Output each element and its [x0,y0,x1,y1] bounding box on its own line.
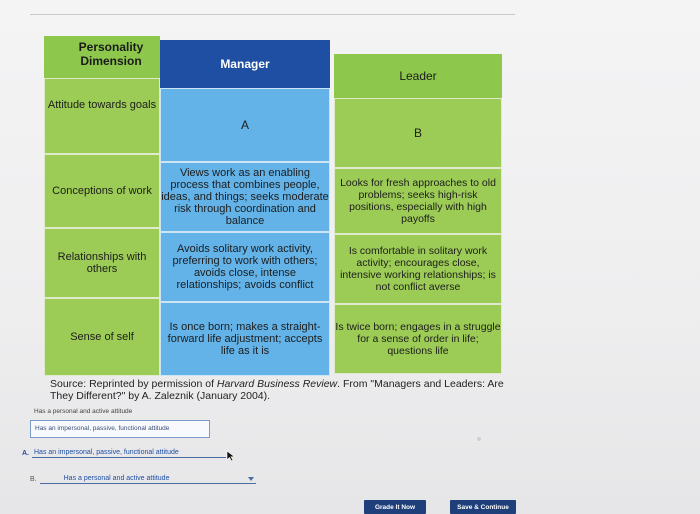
mouse-pointer-icon [226,450,236,462]
header-leader: Leader [334,54,502,98]
header-dimension: Personality Dimension [44,36,160,78]
answer-a-select[interactable] [32,448,226,458]
grade-it-now-button[interactable]: Grade It Now [364,500,426,514]
answer-b-letter: B. [30,475,37,483]
save-and-continue-button[interactable]: Save & Continue [450,500,516,514]
answer-b-row [30,474,256,484]
dropdown-option[interactable]: Has a personal and active attitude [34,408,133,415]
leader-cell-conceptions: Looks for fresh approaches to old problems; seeks high-risk positions, especially with high payoffs [334,168,502,234]
leader-cell-sense-of-self: Is twice born; engages in a struggle for a sense of order in life; questions life [334,304,502,374]
chevron-down-icon [248,477,254,481]
leader-cell-relationships: Is comfortable in solitary work activity; encourages close, intensive working relationships; is not conflict averse [334,234,502,304]
row-dimension-sense-of-self: Sense of self [44,298,160,376]
row-dimension-conceptions: Conceptions of work [44,154,160,228]
manager-cell-sense-of-self: Is once born; makes a straight-forward life adjustment; accepts life as it is [160,302,330,376]
header-manager: Manager [160,40,330,88]
comparison-table [44,36,502,376]
dropdown-option-selected[interactable]: Has an impersonal, passive, functional attitude [30,420,210,438]
answer-b-select[interactable] [40,474,256,484]
answer-a-letter: A. [22,449,29,457]
source-journal: Harvard Business Review [216,378,338,390]
manager-cell-a: A [160,88,330,162]
row-dimension-relationships: Relationships with others [44,228,160,298]
leader-cell-b: B [334,98,502,168]
dropdown-options-list [30,404,210,438]
answer-b-value: Has a personal and active attitude [63,475,170,482]
manager-cell-relationships: Avoids solitary work activity, preferring to work with others; avoids close, intense relationships; avoids conflict [160,232,330,302]
answer-a-row [22,448,226,458]
answer-a-value: Has an impersonal, passive, functional attitude [34,449,179,456]
loading-dot-icon [477,437,481,441]
source-prefix: Source: Reprinted by permission of [50,378,217,390]
source-suffix: . From "Managers and Leaders: Are They Different?" by A. Zaleznik (January 2004). [50,378,504,402]
source-citation [50,378,520,402]
manager-cell-conceptions: Views work as an enabling process that combines people, ideas, and things; seeks moderate risk through coordination and balance [160,162,330,232]
row-dimension-attitude: Attitude towards goals [44,78,160,154]
top-divider [30,14,515,15]
